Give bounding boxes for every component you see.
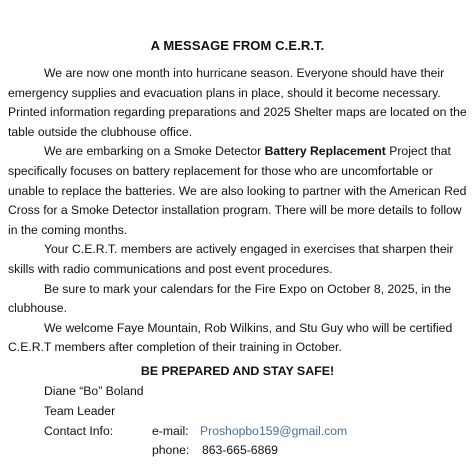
paragraph-cert-exercises: Your C.E.R.T. members are actively engaged in exercises that sharpen their skills with radio communications and post event procedures.	[8, 242, 454, 276]
phone-label: phone:	[152, 443, 190, 457]
document-title: A MESSAGE FROM C.E.R.T.	[150, 38, 325, 53]
signature-name: Diane “Bo” Boland	[44, 384, 144, 398]
paragraph-battery-text-after: Project that specifically focuses on battery replacement for those who are uncomfortable or unable to replace the batteries. We are also looking to partner with the American Red Cross for a Smoke Detector installation program. There will be more details to follow in the coming months.	[8, 144, 467, 237]
paragraph-welcome-members: We welcome Faye Mountain, Rob Wilkins, and Stu Guy who will be certified C.E.R.T members after completion of their training in October.	[8, 320, 453, 355]
paragraph-hurricane-season: We are now one month into hurricane season. Everyone should have their emergency supplies and evacuation plans in place, should it become necessary. Printed information regarding preparations and 2025 Shelter maps are located on the table outside the clubhouse office.	[8, 66, 467, 139]
slogan: BE PREPARED AND STAY SAFE!	[140, 364, 335, 378]
paragraph-fire-expo: Be sure to mark your calendars for the Fire Expo on October 8, 2025, in the clubhouse.	[8, 281, 452, 316]
paragraph-battery-project	[8, 142, 470, 240]
battery-replacement-emphasis: Battery Replacement	[264, 144, 386, 159]
phone-number: 863-665-6869	[202, 443, 278, 457]
email-link[interactable]: Proshopbo159@gmail.com	[200, 424, 348, 438]
paragraph-battery-text-before: We are embarking on a Smoke Detector	[44, 144, 265, 159]
contact-info-label: Contact Info:	[44, 424, 114, 438]
signature-role: Team Leader	[44, 404, 116, 418]
message-body	[8, 64, 470, 358]
email-label: e-mail:	[152, 424, 189, 438]
